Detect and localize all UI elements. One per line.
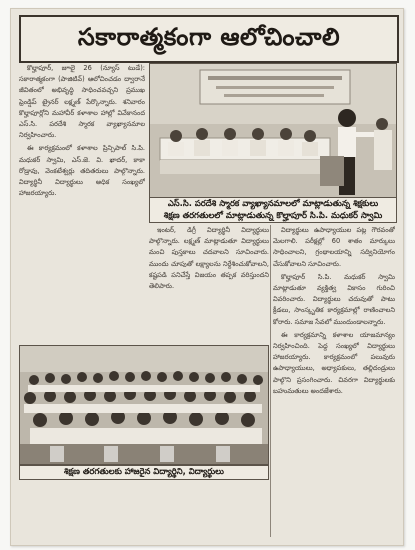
newspaper-clipping: [10, 8, 404, 546]
caption-line-2: శిక్షణ తరగతులలో మాట్లాడుతున్న కొల్హాపూర్ సి.పి. మధుకర్ స్వామి: [163, 209, 383, 220]
photo-lecture-stage-image: [150, 64, 396, 198]
paragraph: కొల్హాపూర్ సి.పి. మధుకర్ స్వామి మాట్లాడుతూ వ్యక్తిత్వ వికాసం గురించి వివరించారు. విద్యార్థులు చదువుతో పాటు క్రీడలు, సాంస్కృతిక కార్యక్రమాల్లో రాణించాలని కోరారు. సమాజ సేవలో ముందుండాలన్నారు.: [273, 272, 395, 326]
paragraph: ఇంటర్, డిగ్రీ విద్యార్థినీ విద్యార్థులు పాల్గొన్నారు. లక్ష్మణ్ మాట్లాడుతూ విద్యార్థులు మంచి పుస్తకాలు చదవాలని సూచించారు. ముందు చూపుతో లక్ష్యాలను నిర్దేశించుకోవాలని, కష్టపడి పనిచేస్తే విజయం తప్పక వరిస్తుందని తెలిపారు.: [149, 226, 269, 291]
photo-caption-bottom: [19, 465, 269, 480]
headline: సకారాత్మకంగా ఆలోచించాలి: [77, 21, 341, 51]
caption-line-1: ఎస్.సి. పరదేశి స్మారక వ్యాఖ్యానమాలలో మాట్లాడుతున్న శిక్షకులు: [167, 198, 379, 208]
paragraph: ఈ కార్యక్రమాన్ని కళాశాల యాజమాన్యం నిర్వహించింది. పెద్ద సంఖ్యలో విద్యార్థులు హాజరయ్యారు. కార్యక్రమంలో పలువురు ఉపాధ్యాయులు, అధ్యాపకులు, తల్లిదండ్రులు పాల్గొని ప్రసంగించారు. చివరగా విద్యార్థులకు బహుమతులు అందజేశారు.: [273, 330, 395, 395]
photo-lecture-stage: [149, 63, 397, 199]
photo-audience-image: [20, 346, 268, 464]
text-column-right: [273, 225, 395, 537]
photo-audience: [19, 345, 269, 465]
paragraph: ఈ కార్యక్రమంలో కళాశాల ప్రిన్సిపాల్ సి.పి. మధుకర్ స్వామి, ఎస్.జె. వి. ఖాదర్, కాకా రోడ్రావు, వెంకటేశ్వర్లు తదితరులు పాల్గొన్నారు. విద్యార్థినీ విద్యార్థులు అధిక సంఖ్యలో హాజరయ్యారు.: [19, 144, 145, 198]
text-column-middle: [149, 225, 269, 343]
paragraph: విద్యార్థులు ఉపాధ్యాయుల పట్ల గౌరవంతో మెలగాలి. పరీక్షల్లో 60 శాతం మార్కులు సాధించాలని, గ్రంథాలయాన్ని సద్వినియోగం చేసుకోవాలని సూచించారు.: [273, 226, 395, 268]
photo-caption-top: [149, 197, 397, 223]
text-column-left: [19, 63, 145, 333]
headline-box: [19, 15, 399, 63]
paragraph: కొల్హాపూర్, జూలై 26 (న్యూస్ టుడే): సకారాత్మకంగా (పాజిటివ్) ఆలోచించడం ద్వారానే జీవితంలో అభివృద్ధి సాధించవచ్చని ప్రముఖ ఫ్రెండ్షిప్ ట్రైనర్ లక్ష్మణ్ పేర్కొన్నారు. శనివారం కొల్హాపూర్లోని మహావీర్ కళాశాల హాల్లో వివేకానంద ఎస్.సి. పరదేశి స్మారక వ్యాఖ్యానమాల నిర్వహించారు.: [19, 64, 145, 140]
column-divider: [270, 225, 271, 537]
caption-line: శిక్షణ తరగతులకు హాజరైన విద్యార్థిని, విద్యార్థులు: [64, 466, 224, 476]
